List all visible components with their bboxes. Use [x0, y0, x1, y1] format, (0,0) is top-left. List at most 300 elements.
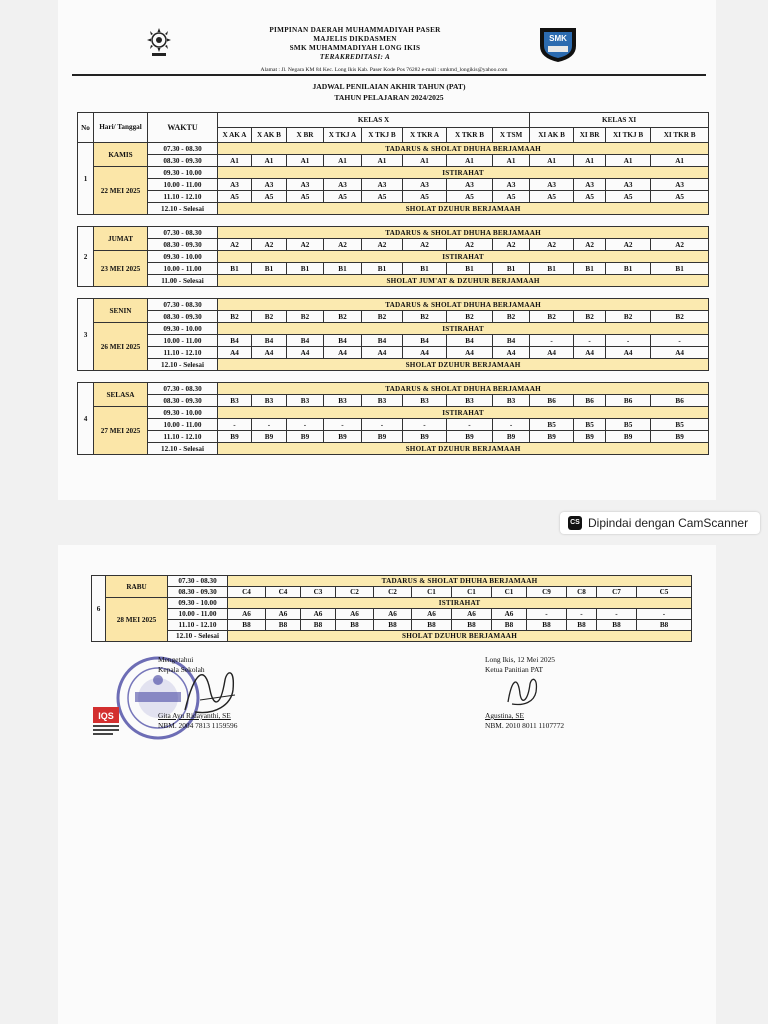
subject-cell: B1 [651, 263, 709, 275]
subject-cell: B5 [574, 419, 606, 431]
subject-cell: B3 [447, 395, 493, 407]
subject-cell: A4 [530, 347, 574, 359]
subject-cell: A6 [266, 609, 301, 620]
subject-cell: A2 [403, 239, 447, 251]
schedule-table [77, 112, 709, 455]
subject-cell: A4 [324, 347, 362, 359]
subject-cell: B5 [606, 419, 651, 431]
separator-cell [78, 287, 709, 299]
camscanner-badge [560, 512, 760, 534]
time-slot: 12.10 - Selesai [148, 443, 218, 455]
class-header-xi-ak-b: XI AK B [530, 128, 574, 143]
subject-cell: B9 [493, 431, 530, 443]
event-cell: SHOLAT DZUHUR BERJAMAAH [228, 631, 692, 642]
day-number: 6 [92, 576, 106, 642]
camscanner-label: Dipindai dengan CamScanner [588, 516, 749, 530]
letterhead-rule [72, 74, 706, 76]
subject-cell: B2 [530, 311, 574, 323]
subject-cell: A5 [530, 191, 574, 203]
subject-cell: - [597, 609, 637, 620]
subject-cell: - [574, 335, 606, 347]
schedule-row [92, 587, 692, 598]
subject-cell: C1 [452, 587, 492, 598]
subject-cell: A2 [362, 239, 403, 251]
header-time: WAKTU [148, 113, 218, 143]
schedule-row [78, 263, 709, 275]
class-header-x-br: X BR [287, 128, 324, 143]
subject-cell: C8 [567, 587, 597, 598]
class-header-xi-tkr-b: XI TKR B [651, 128, 709, 143]
subject-cell: A3 [574, 179, 606, 191]
letterhead [140, 22, 628, 76]
subject-cell: A3 [252, 179, 287, 191]
schedule-table-continued [91, 575, 692, 642]
subject-cell: A6 [374, 609, 412, 620]
subject-cell: B2 [324, 311, 362, 323]
subject-cell: B9 [324, 431, 362, 443]
time-slot: 08.30 - 09.30 [148, 395, 218, 407]
subject-cell: - [637, 609, 692, 620]
subject-cell: B1 [287, 263, 324, 275]
subject-cell: B1 [324, 263, 362, 275]
letterhead-line-2: MAJELIS DIKDASMEN [313, 35, 397, 43]
subject-cell: C4 [228, 587, 266, 598]
time-slot: 09.30 - 10.00 [168, 598, 228, 609]
time-slot: 07.30 - 08.30 [148, 299, 218, 311]
subject-cell: B8 [412, 620, 452, 631]
subject-cell: A3 [606, 179, 651, 191]
accreditation: TERAKREDITASI: A [319, 53, 391, 61]
subject-cell: B4 [287, 335, 324, 347]
subject-cell: C5 [637, 587, 692, 598]
time-slot: 07.30 - 08.30 [148, 227, 218, 239]
subject-cell: A6 [336, 609, 374, 620]
subject-cell: A1 [493, 155, 530, 167]
subject-cell: B8 [527, 620, 567, 631]
class-header-xi-br: XI BR [574, 128, 606, 143]
subject-cell: B1 [447, 263, 493, 275]
day-date: 27 MEI 2025 [94, 407, 148, 455]
subject-cell: A4 [651, 347, 709, 359]
day-date: 22 MEI 2025 [94, 167, 148, 215]
day-name: RABU [106, 576, 168, 598]
subject-cell: A4 [287, 347, 324, 359]
subject-cell: - [324, 419, 362, 431]
smk-logo-icon [536, 24, 580, 64]
time-slot: 08.30 - 09.30 [148, 155, 218, 167]
subject-cell: B9 [530, 431, 574, 443]
subject-cell: A5 [606, 191, 651, 203]
subject-cell: B2 [287, 311, 324, 323]
time-slot: 10.00 - 11.00 [148, 335, 218, 347]
subject-cell: C4 [266, 587, 301, 598]
class-header-x-tkr-b: X TKR B [447, 128, 493, 143]
sig-right-line-1: Long Ikis, 12 Mei 2025 [485, 655, 556, 664]
schedule-row [78, 275, 709, 287]
subject-cell: B5 [530, 419, 574, 431]
subject-cell: B2 [606, 311, 651, 323]
subject-cell: C2 [336, 587, 374, 598]
schedule-row [78, 203, 709, 215]
schedule-row [78, 251, 709, 263]
schedule-row [92, 609, 692, 620]
subject-cell: A5 [252, 191, 287, 203]
day-number: 4 [78, 383, 94, 455]
day-date: 28 MEI 2025 [106, 598, 168, 642]
subject-cell: - [530, 335, 574, 347]
subject-cell: B2 [362, 311, 403, 323]
subject-cell: B1 [493, 263, 530, 275]
subject-cell: B2 [403, 311, 447, 323]
subject-cell: B4 [362, 335, 403, 347]
day-name: SELASA [94, 383, 148, 407]
time-slot: 11.10 - 12.10 [148, 347, 218, 359]
subject-cell: A3 [403, 179, 447, 191]
subject-cell: A3 [362, 179, 403, 191]
subject-cell: B8 [228, 620, 266, 631]
subject-cell: B3 [324, 395, 362, 407]
header-kelas-x: KELAS X [218, 113, 530, 128]
subject-cell: A5 [651, 191, 709, 203]
subject-cell: A3 [493, 179, 530, 191]
event-cell: SHOLAT DZUHUR BERJAMAAH [218, 443, 709, 455]
subject-cell: B6 [651, 395, 709, 407]
subject-cell: A5 [287, 191, 324, 203]
schedule-body-continued [92, 576, 692, 642]
subject-cell: B9 [403, 431, 447, 443]
time-slot: 09.30 - 10.00 [148, 251, 218, 263]
time-slot: 12.10 - Selesai [148, 203, 218, 215]
time-slot: 09.30 - 10.00 [148, 323, 218, 335]
subject-cell: A5 [218, 191, 252, 203]
subject-cell: B1 [252, 263, 287, 275]
subject-cell: B8 [374, 620, 412, 631]
subject-cell: A4 [218, 347, 252, 359]
header-day-date: Hari/ Tanggal [94, 113, 148, 143]
subject-cell: B8 [567, 620, 597, 631]
committee-signature-mark [500, 670, 550, 710]
time-slot: 12.10 - Selesai [148, 359, 218, 371]
day-name: KAMIS [94, 143, 148, 167]
subject-cell: B9 [447, 431, 493, 443]
schedule-row [78, 359, 709, 371]
day-name: JUMAT [94, 227, 148, 251]
subject-cell: C3 [301, 587, 336, 598]
subject-cell: B4 [403, 335, 447, 347]
schedule-row [78, 395, 709, 407]
subject-cell: A4 [362, 347, 403, 359]
day-date: 23 MEI 2025 [94, 251, 148, 287]
event-cell: TADARUS & SHOLAT DHUHA BERJAMAAH [218, 227, 709, 239]
subject-cell: C9 [527, 587, 567, 598]
subject-cell: B3 [403, 395, 447, 407]
subject-cell: B3 [362, 395, 403, 407]
event-cell: SHOLAT JUM'AT & DZUHUR BERJAMAAH [218, 275, 709, 287]
schedule-row [78, 419, 709, 431]
schedule-row [92, 598, 692, 609]
class-header-x-ak-a: X AK A [218, 128, 252, 143]
sig-right-name: Agustina, SE [485, 711, 525, 720]
letterhead-line-1: PIMPINAN DAERAH MUHAMMADIYAH PASER [269, 26, 441, 34]
subject-cell: B8 [637, 620, 692, 631]
subject-cell: B8 [492, 620, 527, 631]
event-cell: TADARUS & SHOLAT DHUHA BERJAMAAH [218, 383, 709, 395]
header-kelas-xi: KELAS XI [530, 113, 709, 128]
subject-cell: C1 [412, 587, 452, 598]
sig-right-nbm: NBM. 2010 8011 1107772 [485, 721, 565, 730]
subject-cell: - [287, 419, 324, 431]
subject-cell: A1 [287, 155, 324, 167]
subject-cell: A2 [493, 239, 530, 251]
subject-cell: A1 [252, 155, 287, 167]
subject-cell: B9 [651, 431, 709, 443]
subject-cell: A5 [493, 191, 530, 203]
schedule-row [78, 143, 709, 155]
subject-cell: B2 [447, 311, 493, 323]
separator-cell [78, 215, 709, 227]
subject-cell: B6 [574, 395, 606, 407]
header-no: No [78, 113, 94, 143]
time-slot: 11.10 - 12.10 [148, 191, 218, 203]
subject-cell: B2 [252, 311, 287, 323]
event-cell: ISTIRAHAT [218, 251, 709, 263]
sig-left-name: Gita Ayu Ridayanthi, SE [158, 711, 231, 720]
document-subtitle: TAHUN PELAJARAN 2024/2025 [334, 93, 444, 102]
subject-cell: B3 [493, 395, 530, 407]
day-separator [78, 215, 709, 227]
schedule-row [78, 443, 709, 455]
schedule-row [78, 347, 709, 359]
subject-cell: - [651, 335, 709, 347]
subject-cell: B2 [493, 311, 530, 323]
time-slot: 09.30 - 10.00 [148, 407, 218, 419]
time-slot: 12.10 - Selesai [168, 631, 228, 642]
subject-cell: A6 [452, 609, 492, 620]
subject-cell: B2 [218, 311, 252, 323]
time-slot: 11.10 - 12.10 [148, 431, 218, 443]
subject-cell: A1 [218, 155, 252, 167]
time-slot: 07.30 - 08.30 [148, 383, 218, 395]
subject-cell: B9 [218, 431, 252, 443]
subject-cell: C1 [492, 587, 527, 598]
class-header-xi-tkj-b: XI TKJ B [606, 128, 651, 143]
subject-cell: A6 [492, 609, 527, 620]
subject-cell: A1 [574, 155, 606, 167]
time-slot: 10.00 - 11.00 [148, 419, 218, 431]
subject-cell: A1 [651, 155, 709, 167]
subject-cell: B3 [287, 395, 324, 407]
subject-cell: B9 [574, 431, 606, 443]
subject-cell: A5 [362, 191, 403, 203]
class-header-x-ak-b: X AK B [252, 128, 287, 143]
subject-cell: A3 [218, 179, 252, 191]
schedule-body [78, 143, 709, 455]
subject-cell: - [252, 419, 287, 431]
event-cell: SHOLAT DZUHUR BERJAMAAH [218, 203, 709, 215]
smk-logo-text: SMK [549, 34, 567, 43]
subject-cell: C7 [597, 587, 637, 598]
schedule-row [78, 335, 709, 347]
subject-cell: B4 [447, 335, 493, 347]
subject-cell: B5 [651, 419, 709, 431]
subject-cell: A2 [287, 239, 324, 251]
subject-cell: B8 [597, 620, 637, 631]
subject-cell: A5 [447, 191, 493, 203]
subject-cell: - [447, 419, 493, 431]
subject-cell: A4 [493, 347, 530, 359]
time-slot: 07.30 - 08.30 [148, 143, 218, 155]
address: Alamat : Jl. Negara KM 84 Kec. Long Ikis Kab. Paser Kode Pos 76282 e-mail : smkmd_longikis@yahoo.com [260, 67, 508, 73]
camscanner-icon: CS [568, 516, 582, 530]
principal-signature-mark [175, 660, 245, 720]
sig-left-nbm: NBM. 2004 7813 1159596 [158, 721, 238, 730]
time-slot: 10.00 - 11.00 [148, 263, 218, 275]
schedule-row [78, 311, 709, 323]
schedule-row [78, 191, 709, 203]
subject-cell: A4 [447, 347, 493, 359]
subject-cell: A3 [530, 179, 574, 191]
subject-cell: A4 [403, 347, 447, 359]
document-title: JADWAL PENILAIAN AKHIR TAHUN (PAT) [312, 82, 466, 91]
subject-cell: A1 [403, 155, 447, 167]
subject-cell: A1 [606, 155, 651, 167]
event-cell: TADARUS & SHOLAT DHUHA BERJAMAAH [218, 143, 709, 155]
subject-cell: B8 [336, 620, 374, 631]
subject-cell: B4 [218, 335, 252, 347]
schedule-row [78, 323, 709, 335]
sig-left-line-1: Mengetahui [158, 655, 194, 664]
separator-cell [78, 371, 709, 383]
subject-cell: B9 [287, 431, 324, 443]
subject-cell: A3 [447, 179, 493, 191]
class-header-x-tkr-a: X TKR A [403, 128, 447, 143]
event-cell: SHOLAT DZUHUR BERJAMAAH [218, 359, 709, 371]
subject-cell: B1 [403, 263, 447, 275]
subject-cell: C2 [374, 587, 412, 598]
schedule-row [78, 383, 709, 395]
subject-cell: A2 [324, 239, 362, 251]
subject-cell: - [403, 419, 447, 431]
subject-cell: B3 [218, 395, 252, 407]
subject-cell: - [218, 419, 252, 431]
schedule-row [92, 620, 692, 631]
time-slot: 08.30 - 09.30 [148, 239, 218, 251]
subject-cell: A1 [324, 155, 362, 167]
subject-cell: A2 [530, 239, 574, 251]
subject-cell: A5 [574, 191, 606, 203]
subject-cell: B9 [362, 431, 403, 443]
day-date: 26 MEI 2025 [94, 323, 148, 371]
subject-cell: A2 [574, 239, 606, 251]
class-header-x-tsm: X TSM [493, 128, 530, 143]
schedule-row [78, 227, 709, 239]
subject-cell: A3 [287, 179, 324, 191]
subject-cell: B1 [606, 263, 651, 275]
muhammadiyah-logo-icon [140, 26, 178, 58]
subject-cell: A6 [412, 609, 452, 620]
schedule-row [78, 407, 709, 419]
subject-cell: B1 [574, 263, 606, 275]
subject-cell: B6 [606, 395, 651, 407]
iqs-label: IQS [98, 711, 114, 721]
subject-cell: A3 [651, 179, 709, 191]
subject-cell: B4 [252, 335, 287, 347]
event-cell: ISTIRAHAT [228, 598, 692, 609]
subject-cell: B4 [324, 335, 362, 347]
letterhead-line-3: SMK MUHAMMADIYAH LONG IKIS [289, 44, 421, 52]
day-name: SENIN [94, 299, 148, 323]
subject-cell: A2 [447, 239, 493, 251]
subject-cell: B8 [452, 620, 492, 631]
schedule-row [78, 299, 709, 311]
time-slot: 07.30 - 08.30 [168, 576, 228, 587]
subject-cell: A3 [324, 179, 362, 191]
subject-cell: A4 [574, 347, 606, 359]
subject-cell: B8 [301, 620, 336, 631]
subject-cell: A2 [651, 239, 709, 251]
subject-cell: A4 [606, 347, 651, 359]
subject-cell: A2 [252, 239, 287, 251]
subject-cell: - [493, 419, 530, 431]
time-slot: 10.00 - 11.00 [148, 179, 218, 191]
subject-cell: A1 [362, 155, 403, 167]
day-number: 3 [78, 299, 94, 371]
subject-cell: B6 [530, 395, 574, 407]
schedule-row [78, 239, 709, 251]
subject-cell: A5 [403, 191, 447, 203]
time-slot: 10.00 - 11.00 [168, 609, 228, 620]
event-cell: TADARUS & SHOLAT DHUHA BERJAMAAH [218, 299, 709, 311]
event-cell: ISTIRAHAT [218, 407, 709, 419]
subject-cell: - [362, 419, 403, 431]
day-separator [78, 287, 709, 299]
time-slot: 08.30 - 09.30 [148, 311, 218, 323]
subject-cell: A6 [301, 609, 336, 620]
day-number: 1 [78, 143, 94, 215]
subject-cell: B8 [266, 620, 301, 631]
event-cell: TADARUS & SHOLAT DHUHA BERJAMAAH [228, 576, 692, 587]
time-slot: 11.10 - 12.10 [168, 620, 228, 631]
iqs-certification-icon [93, 707, 119, 739]
time-slot: 08.30 - 09.30 [168, 587, 228, 598]
subject-cell: B3 [252, 395, 287, 407]
subject-cell: - [606, 335, 651, 347]
subject-cell: B9 [252, 431, 287, 443]
subject-cell: B4 [493, 335, 530, 347]
day-separator [78, 371, 709, 383]
subject-cell: B2 [574, 311, 606, 323]
subject-cell: - [527, 609, 567, 620]
schedule-row [92, 576, 692, 587]
subject-cell: - [567, 609, 597, 620]
subject-cell: A4 [252, 347, 287, 359]
subject-cell: A2 [218, 239, 252, 251]
sig-right-line-2: Ketua Panitian PAT [485, 665, 544, 674]
subject-cell: A1 [447, 155, 493, 167]
subject-cell: B2 [651, 311, 709, 323]
subject-cell: B1 [218, 263, 252, 275]
event-cell: ISTIRAHAT [218, 167, 709, 179]
subject-cell: B9 [606, 431, 651, 443]
class-header-x-tkj-a: X TKJ A [324, 128, 362, 143]
letterhead-text [180, 26, 530, 73]
subject-cell: B1 [362, 263, 403, 275]
subject-cell: A5 [324, 191, 362, 203]
subject-cell: B1 [530, 263, 574, 275]
schedule-row [78, 167, 709, 179]
time-slot: 11.00 - Selesai [148, 275, 218, 287]
event-cell: ISTIRAHAT [218, 323, 709, 335]
